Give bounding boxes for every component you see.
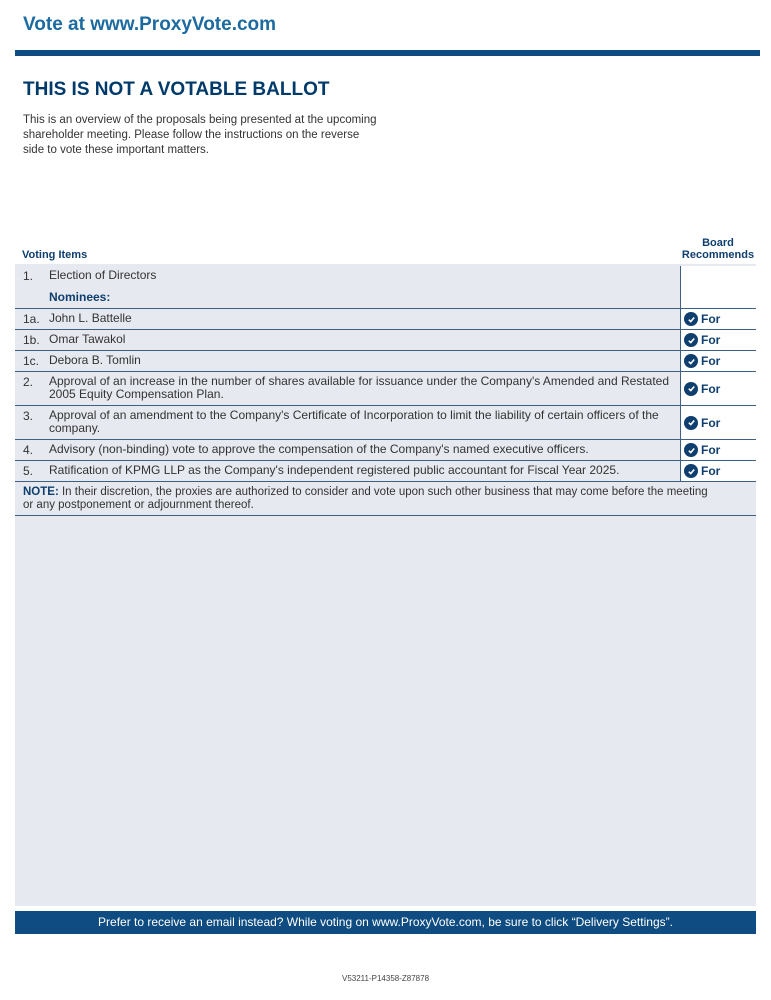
board-recommends-header: Board Recommends [681, 237, 755, 261]
recommendation-label: For [701, 443, 721, 457]
item-text: Advisory (non-binding) vote to approve the compensation of the Company's named executive officers. [49, 442, 589, 456]
table-row [15, 266, 756, 287]
board-recommendation-cell [680, 440, 756, 460]
intro-text: This is an overview of the proposals being presented at the upcoming shareholder meeting. Please follow the instructions on the reverse side to vote these important matters. [23, 114, 377, 156]
header-divider [15, 50, 760, 56]
note [23, 486, 713, 512]
table-row [15, 309, 756, 330]
check-circle-icon [684, 312, 698, 326]
item-text: Election of Directors [49, 268, 157, 282]
item-text: Omar Tawakol [49, 332, 126, 346]
board-recommendation-cell [680, 461, 756, 481]
item-text: Approval of an increase in the number of shares available for issuance under the Company's Amended and Restated 2005 Equity Compensation Plan. [49, 374, 669, 401]
item-number: 1c. [23, 354, 40, 368]
item-number: 4. [23, 443, 34, 457]
note-divider [15, 515, 756, 516]
header-title: Vote at www.ProxyVote.com [23, 14, 277, 35]
table-row [15, 372, 756, 406]
table-row [15, 440, 756, 461]
document-code: V53211-P14358-Z87878 [341, 974, 430, 983]
table-row [15, 461, 756, 482]
board-recommendation-cell [680, 330, 756, 350]
check-circle-icon [684, 382, 698, 396]
item-number: 5. [23, 464, 34, 478]
item-text: Ratification of KPMG LLP as the Company's independent registered public accountant for Fiscal Year 2025. [49, 463, 620, 477]
board-recommendation-cell [680, 372, 756, 405]
check-circle-icon [684, 443, 698, 457]
note-text: In their discretion, the proxies are authorized to consider and vote upon such other business that may come before the meeting or any postponement or adjournment thereof. [23, 486, 708, 511]
check-circle-icon [684, 354, 698, 368]
item-text: Approval of an amendment to the Company's Certificate of Incorporation to limit the liability of certain officers of the company. [49, 408, 659, 435]
item-number: 1b. [23, 333, 40, 347]
check-circle-icon [684, 464, 698, 478]
board-recommendation-cell [680, 351, 756, 371]
recommendation-label: For [701, 381, 721, 396]
recommendation-label: For [701, 312, 721, 326]
item-text: Debora B. Tomlin [49, 353, 141, 367]
table-row [15, 406, 756, 440]
recommendation-label: For [701, 333, 721, 347]
table-row [15, 287, 756, 309]
board-recommendation-cell [680, 309, 756, 329]
board-recommendation-cell [680, 406, 756, 439]
recommendation-label: For [701, 354, 721, 368]
note-label: NOTE: [23, 486, 59, 498]
check-circle-icon [684, 333, 698, 347]
table-row [15, 330, 756, 351]
item-text: John L. Battelle [49, 311, 132, 325]
item-number: 2. [23, 375, 34, 389]
item-number: 1a. [23, 312, 40, 326]
item-number: 1. [23, 269, 34, 283]
table-row [15, 351, 756, 372]
recommendation-label: For [701, 464, 721, 478]
voting-items-header: Voting Items [22, 249, 88, 261]
recommendation-label: For [701, 415, 721, 430]
delivery-settings-banner: Prefer to receive an email instead? While voting on www.ProxyVote.com, be sure to click “Delivery Settings”. [15, 911, 756, 934]
nominees-label: Nominees: [49, 290, 111, 304]
item-number: 3. [23, 409, 34, 423]
check-circle-icon [684, 416, 698, 430]
page-title: THIS IS NOT A VOTABLE BALLOT [23, 79, 330, 100]
